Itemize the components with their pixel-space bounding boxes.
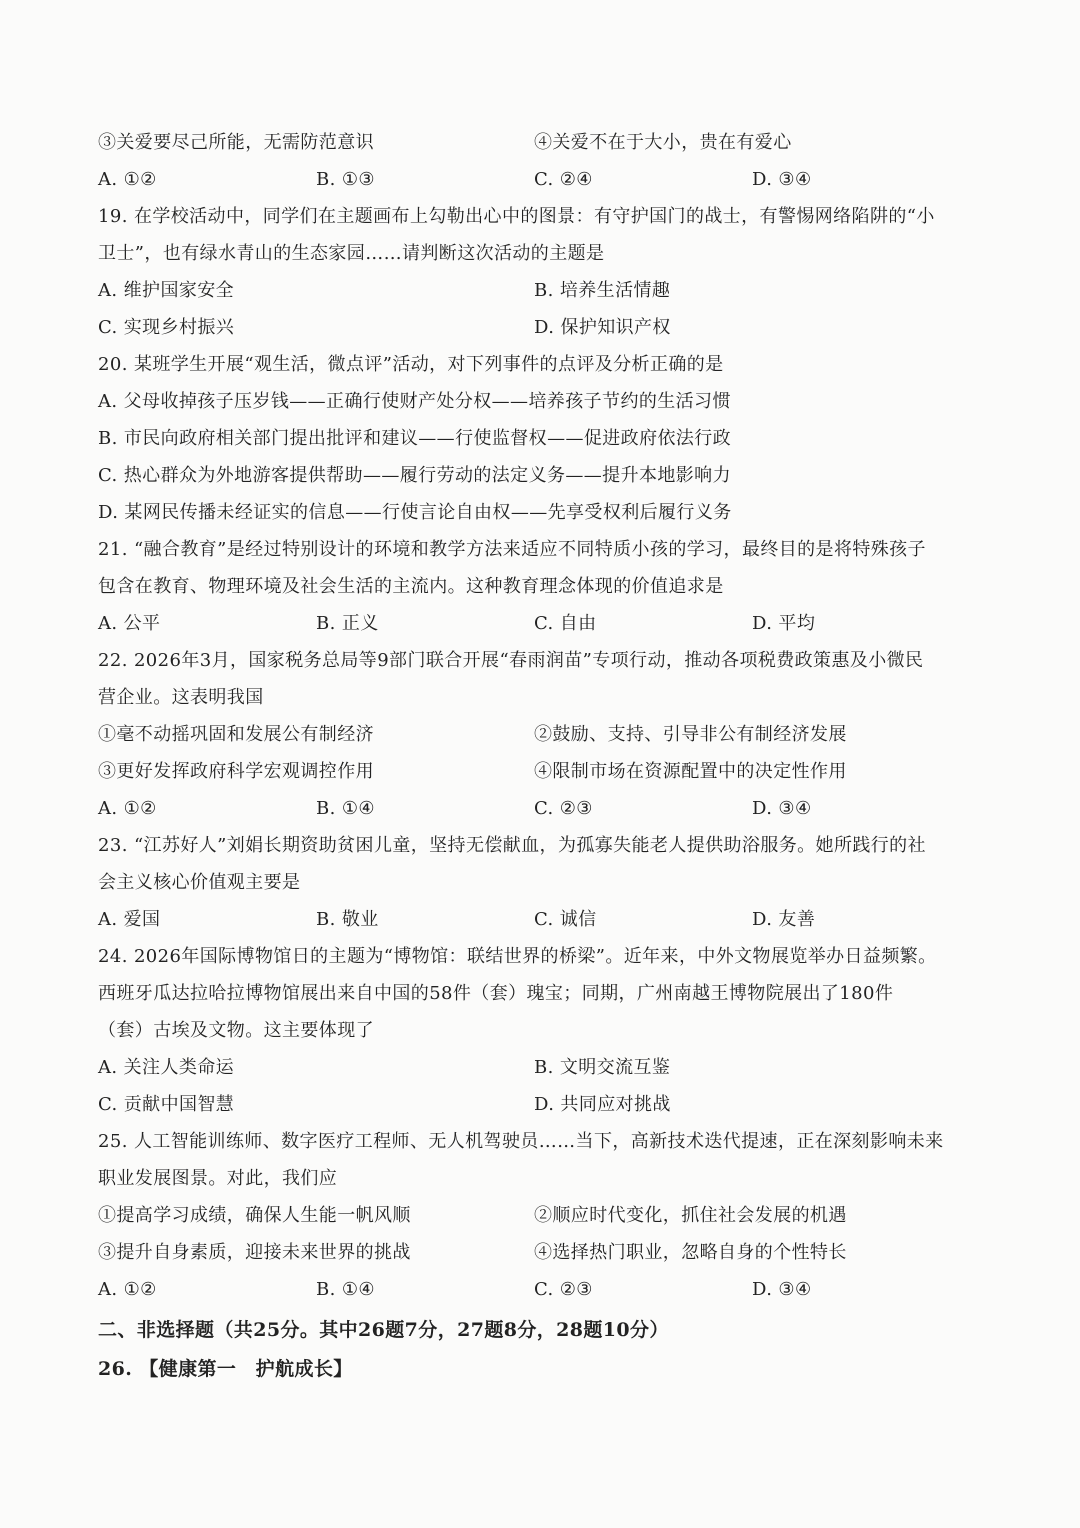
- q25-option-4: ④选择热门职业，忽略自身的个性特长: [534, 1242, 847, 1263]
- q19-choice-b: B. 培养生活情趣: [534, 280, 671, 301]
- q20-choice-a: A. 父母收掉孩子压岁钱——正确行使财产处分权——培养孩子节约的生活习惯: [98, 391, 731, 412]
- q23-stem-line2: 会主义核心价值观主要是: [98, 872, 301, 893]
- q24-stem-line1: 24. 2026年国际博物馆日的主题为“博物馆：联结世界的桥梁”。近年来，中外文物展览举办日益频繁。: [98, 946, 937, 967]
- q23-choice-d: D. 友善: [752, 909, 816, 930]
- q22-choice-c: C. ②③: [534, 798, 593, 819]
- q24-stem-line3: （套）古埃及文物。这主要体现了: [98, 1020, 374, 1041]
- q21-stem-line2: 包含在教育、物理环境及社会生活的主流内。这种教育理念体现的价值追求是: [98, 576, 724, 597]
- q18-option-4: ④关爱不在于大小，贵在有爱心: [534, 132, 792, 153]
- q25-choice-c: C. ②③: [534, 1279, 593, 1300]
- q18-choice-d: D. ③④: [752, 169, 812, 190]
- q26-heading: 26. 【健康第一 护航成长】: [98, 1358, 353, 1380]
- q19-choice-d: D. 保护知识产权: [534, 317, 671, 338]
- q24-choice-c: C. 贡献中国智慧: [98, 1094, 235, 1115]
- q22-option-2: ②鼓励、支持、引导非公有制经济发展: [534, 724, 847, 745]
- q22-stem-line2: 营企业。这表明我国: [98, 687, 264, 708]
- q21-choice-c: C. 自由: [534, 613, 597, 634]
- q24-stem-line2: 西班牙瓜达拉哈拉博物馆展出来自中国的58件（套）瑰宝；同期，广州南越王博物院展出了180件: [98, 983, 894, 1004]
- q24-choice-b: B. 文明交流互鉴: [534, 1057, 671, 1078]
- q23-stem-line1: 23. “江苏好人”刘娟长期资助贫困儿童，坚持无偿献血，为孤寡失能老人提供助浴服务。她所践行的社: [98, 835, 926, 856]
- q25-choice-a: A. ①②: [98, 1279, 157, 1300]
- q20-choice-b: B. 市民向政府相关部门提出批评和建议——行使监督权——促进政府依法行政: [98, 428, 732, 449]
- q22-stem-line1: 22. 2026年3月，国家税务总局等9部门联合开展“春雨润苗”专项行动，推动各项税费政策惠及小微民: [98, 650, 924, 671]
- q18-choice-c: C. ②④: [534, 169, 593, 190]
- q22-option-1: ①毫不动摇巩固和发展公有制经济: [98, 724, 374, 745]
- q20-choice-c: C. 热心群众为外地游客提供帮助——履行劳动的法定义务——提升本地影响力: [98, 465, 731, 486]
- q25-choice-b: B. ①④: [316, 1279, 375, 1300]
- q22-choice-b: B. ①④: [316, 798, 375, 819]
- q19-choice-c: C. 实现乡村振兴: [98, 317, 235, 338]
- q23-choice-c: C. 诚信: [534, 909, 597, 930]
- q25-stem-line1: 25. 人工智能训练师、数字医疗工程师、无人机驾驶员……当下，高新技术迭代提速，正在深刻影响未来: [98, 1131, 944, 1152]
- q25-option-3: ③提升自身素质，迎接未来世界的挑战: [98, 1242, 411, 1263]
- q20-stem: 20. 某班学生开展“观生活，微点评”活动，对下列事件的点评及分析正确的是: [98, 354, 724, 375]
- q22-option-4: ④限制市场在资源配置中的决定性作用: [534, 761, 847, 782]
- q22-option-3: ③更好发挥政府科学宏观调控作用: [98, 761, 374, 782]
- q22-choice-a: A. ①②: [98, 798, 157, 819]
- section-2-heading: 二、非选择题（共25分。其中26题7分，27题8分，28题10分）: [98, 1319, 669, 1341]
- q24-choice-d: D. 共同应对挑战: [534, 1094, 671, 1115]
- q25-choice-d: D. ③④: [752, 1279, 812, 1300]
- q21-choice-d: D. 平均: [752, 613, 816, 634]
- q25-option-2: ②顺应时代变化，抓住社会发展的机遇: [534, 1205, 847, 1226]
- q24-choice-a: A. 关注人类命运: [98, 1057, 235, 1078]
- q20-choice-d: D. 某网民传播未经证实的信息——行使言论自由权——先享受权利后履行义务: [98, 502, 732, 523]
- q18-option-3: ③关爱要尽己所能，无需防范意识: [98, 132, 374, 153]
- q25-stem-line2: 职业发展图景。对此，我们应: [98, 1168, 338, 1189]
- q18-choice-b: B. ①③: [316, 169, 375, 190]
- q21-choice-a: A. 公平: [98, 613, 161, 634]
- q25-option-1: ①提高学习成绩，确保人生能一帆风顺: [98, 1205, 411, 1226]
- q18-choice-a: A. ①②: [98, 169, 157, 190]
- q19-stem-line1: 19. 在学校活动中，同学们在主题画布上勾勒出心中的图景：有守护国门的战士，有警惕网络陷阱的“小: [98, 206, 935, 227]
- q22-choice-d: D. ③④: [752, 798, 812, 819]
- q19-stem-line2: 卫士”，也有绿水青山的生态家园……请判断这次活动的主题是: [98, 243, 605, 264]
- q23-choice-a: A. 爱国: [98, 909, 161, 930]
- q21-choice-b: B. 正义: [316, 613, 379, 634]
- q21-stem-line1: 21. “融合教育”是经过特别设计的环境和教学方法来适应不同特质小孩的学习，最终目的是将特殊孩子: [98, 539, 926, 560]
- q23-choice-b: B. 敬业: [316, 909, 379, 930]
- q19-choice-a: A. 维护国家安全: [98, 280, 235, 301]
